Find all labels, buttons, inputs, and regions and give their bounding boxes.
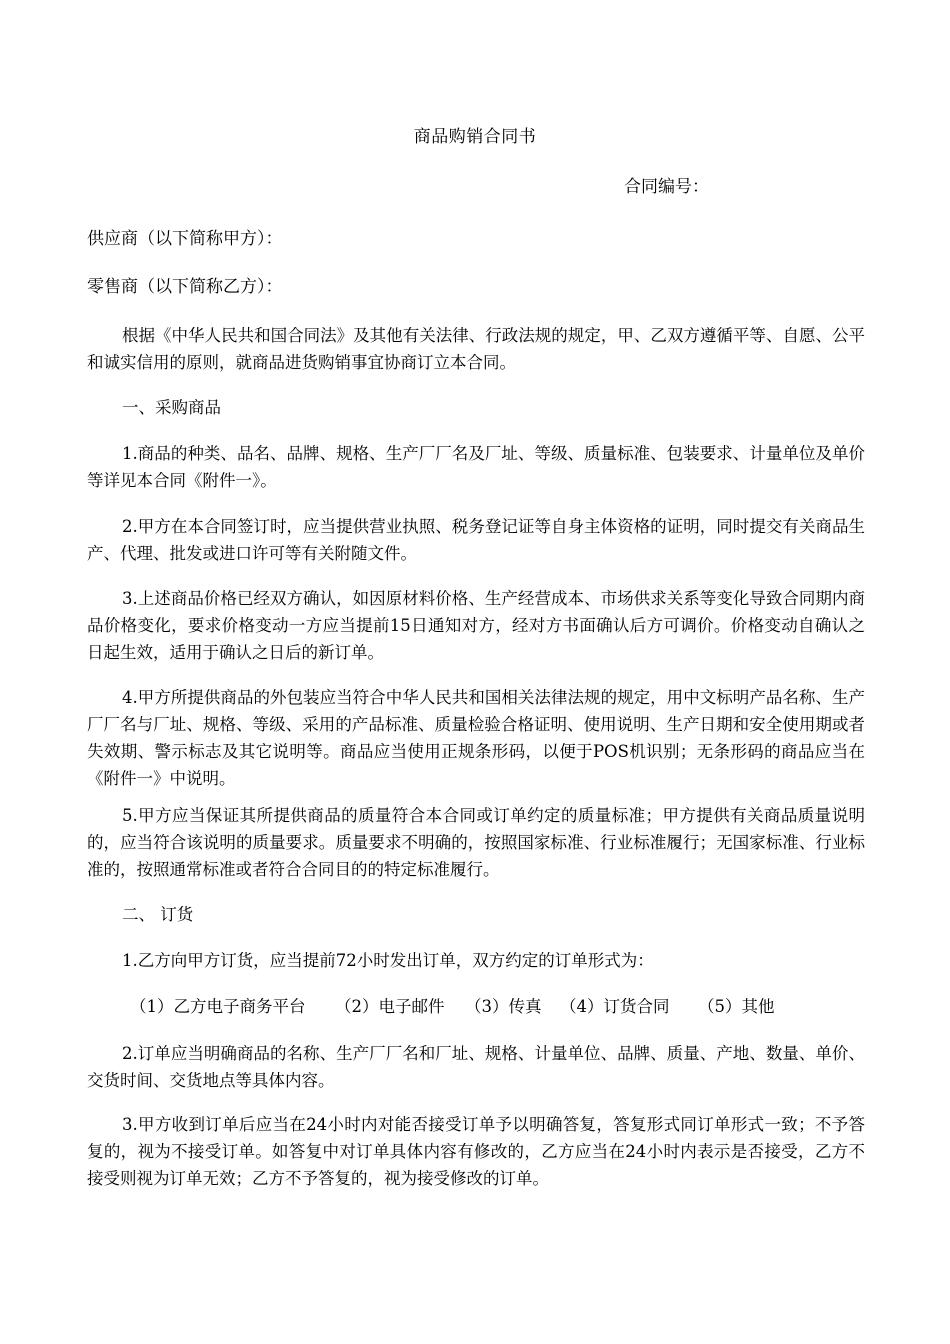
section2-clause-1: 1.乙方向甲方订货，应当提前72小时发出订单，双方约定的订单形式为： xyxy=(122,951,654,970)
order-option-ecommerce: （1）乙方电子商务平台 xyxy=(130,997,306,1016)
retailer-label: 零售商（以下简称乙方）： xyxy=(87,277,283,297)
section1-clause-3: 3.上述商品价格已经双方确认，如因原材料价格、生产经营成本、市场供求关系等变化导致合同期内商品价格变化，要求价格变动一方应当提前15日通知对方，经对方书面确认后方可调价。价格变动自确认之日起生效，适用于确认之日后的新订单。 xyxy=(87,589,865,662)
order-option-order-contract: （4）订货合同 xyxy=(560,997,670,1016)
order-option-other: （5）其他 xyxy=(698,997,775,1016)
section2-clause-2: 2.订单应当明确商品的名称、生产厂厂名和厂址、规格、计量单位、品牌、质量、产地、数量、单价、交货时间、交货地点等具体内容。 xyxy=(87,1044,865,1090)
preamble-paragraph: 根据《中华人民共和国合同法》及其他有关法律、行政法规的规定，甲、乙双方遵循平等、自愿、公平和诚实信用的原则，就商品进货购销事宜协商订立本合同。 xyxy=(87,326,865,372)
section1-heading: 一、采购商品 xyxy=(122,398,221,417)
section1-clause-5: 5.甲方应当保证其所提供商品的质量符合本合同或订单约定的质量标准；甲方提供有关商品质量说明的，应当符合该说明的质量要求。质量要求不明确的，按照国家标准、行业标准履行；无国家标准、行业标准的，按照通常标准或者符合合同目的的特定标准履行。 xyxy=(87,806,865,879)
section2-clause-3: 3.甲方收到订单后应当在24小时内对能否接受订单予以明确答复，答复形式同订单形式一致；不予答复的，视为不接受订单。如答复中对订单具体内容有修改的，乙方应当在24小时内表示是否接受，乙方不接受则视为订单无效；乙方不予答复的，视为接受修改的订单。 xyxy=(87,1115,865,1188)
order-option-fax: （3）传真 xyxy=(465,997,542,1016)
section2-heading: 二、 订货 xyxy=(122,905,194,924)
section1-clause-4: 4.甲方所提供商品的外包装应当符合中华人民共和国相关法律法规的规定，用中文标明产品名称、生产厂厂名与厂址、规格、等级、采用的产品标准、质量检验合格证明、使用说明、生产日期和安全使用期或者失效期、警示标志及其它说明等。商品应当使用正规条形码，以便于POS机识别；无条形码的商品应当在《附件一》中说明。 xyxy=(87,688,865,788)
order-form-options xyxy=(130,994,775,1020)
section1-clause-2: 2.甲方在本合同签订时，应当提供营业执照、税务登记证等自身主体资格的证明，同时提交有关商品生产、代理、批发或进口许可等有关附随文件。 xyxy=(87,517,865,563)
document-title: 商品购销合同书 xyxy=(413,127,537,147)
supplier-label: 供应商（以下简称甲方）： xyxy=(87,229,283,249)
order-option-email: （2）电子邮件 xyxy=(335,997,445,1016)
section1-clause-1: 1.商品的种类、品名、品牌、规格、生产厂厂名及厂址、等级、质量标准、包装要求、计量单位及单价等详见本合同《附件一》。 xyxy=(87,444,865,490)
contract-number-label: 合同编号： xyxy=(624,177,709,197)
